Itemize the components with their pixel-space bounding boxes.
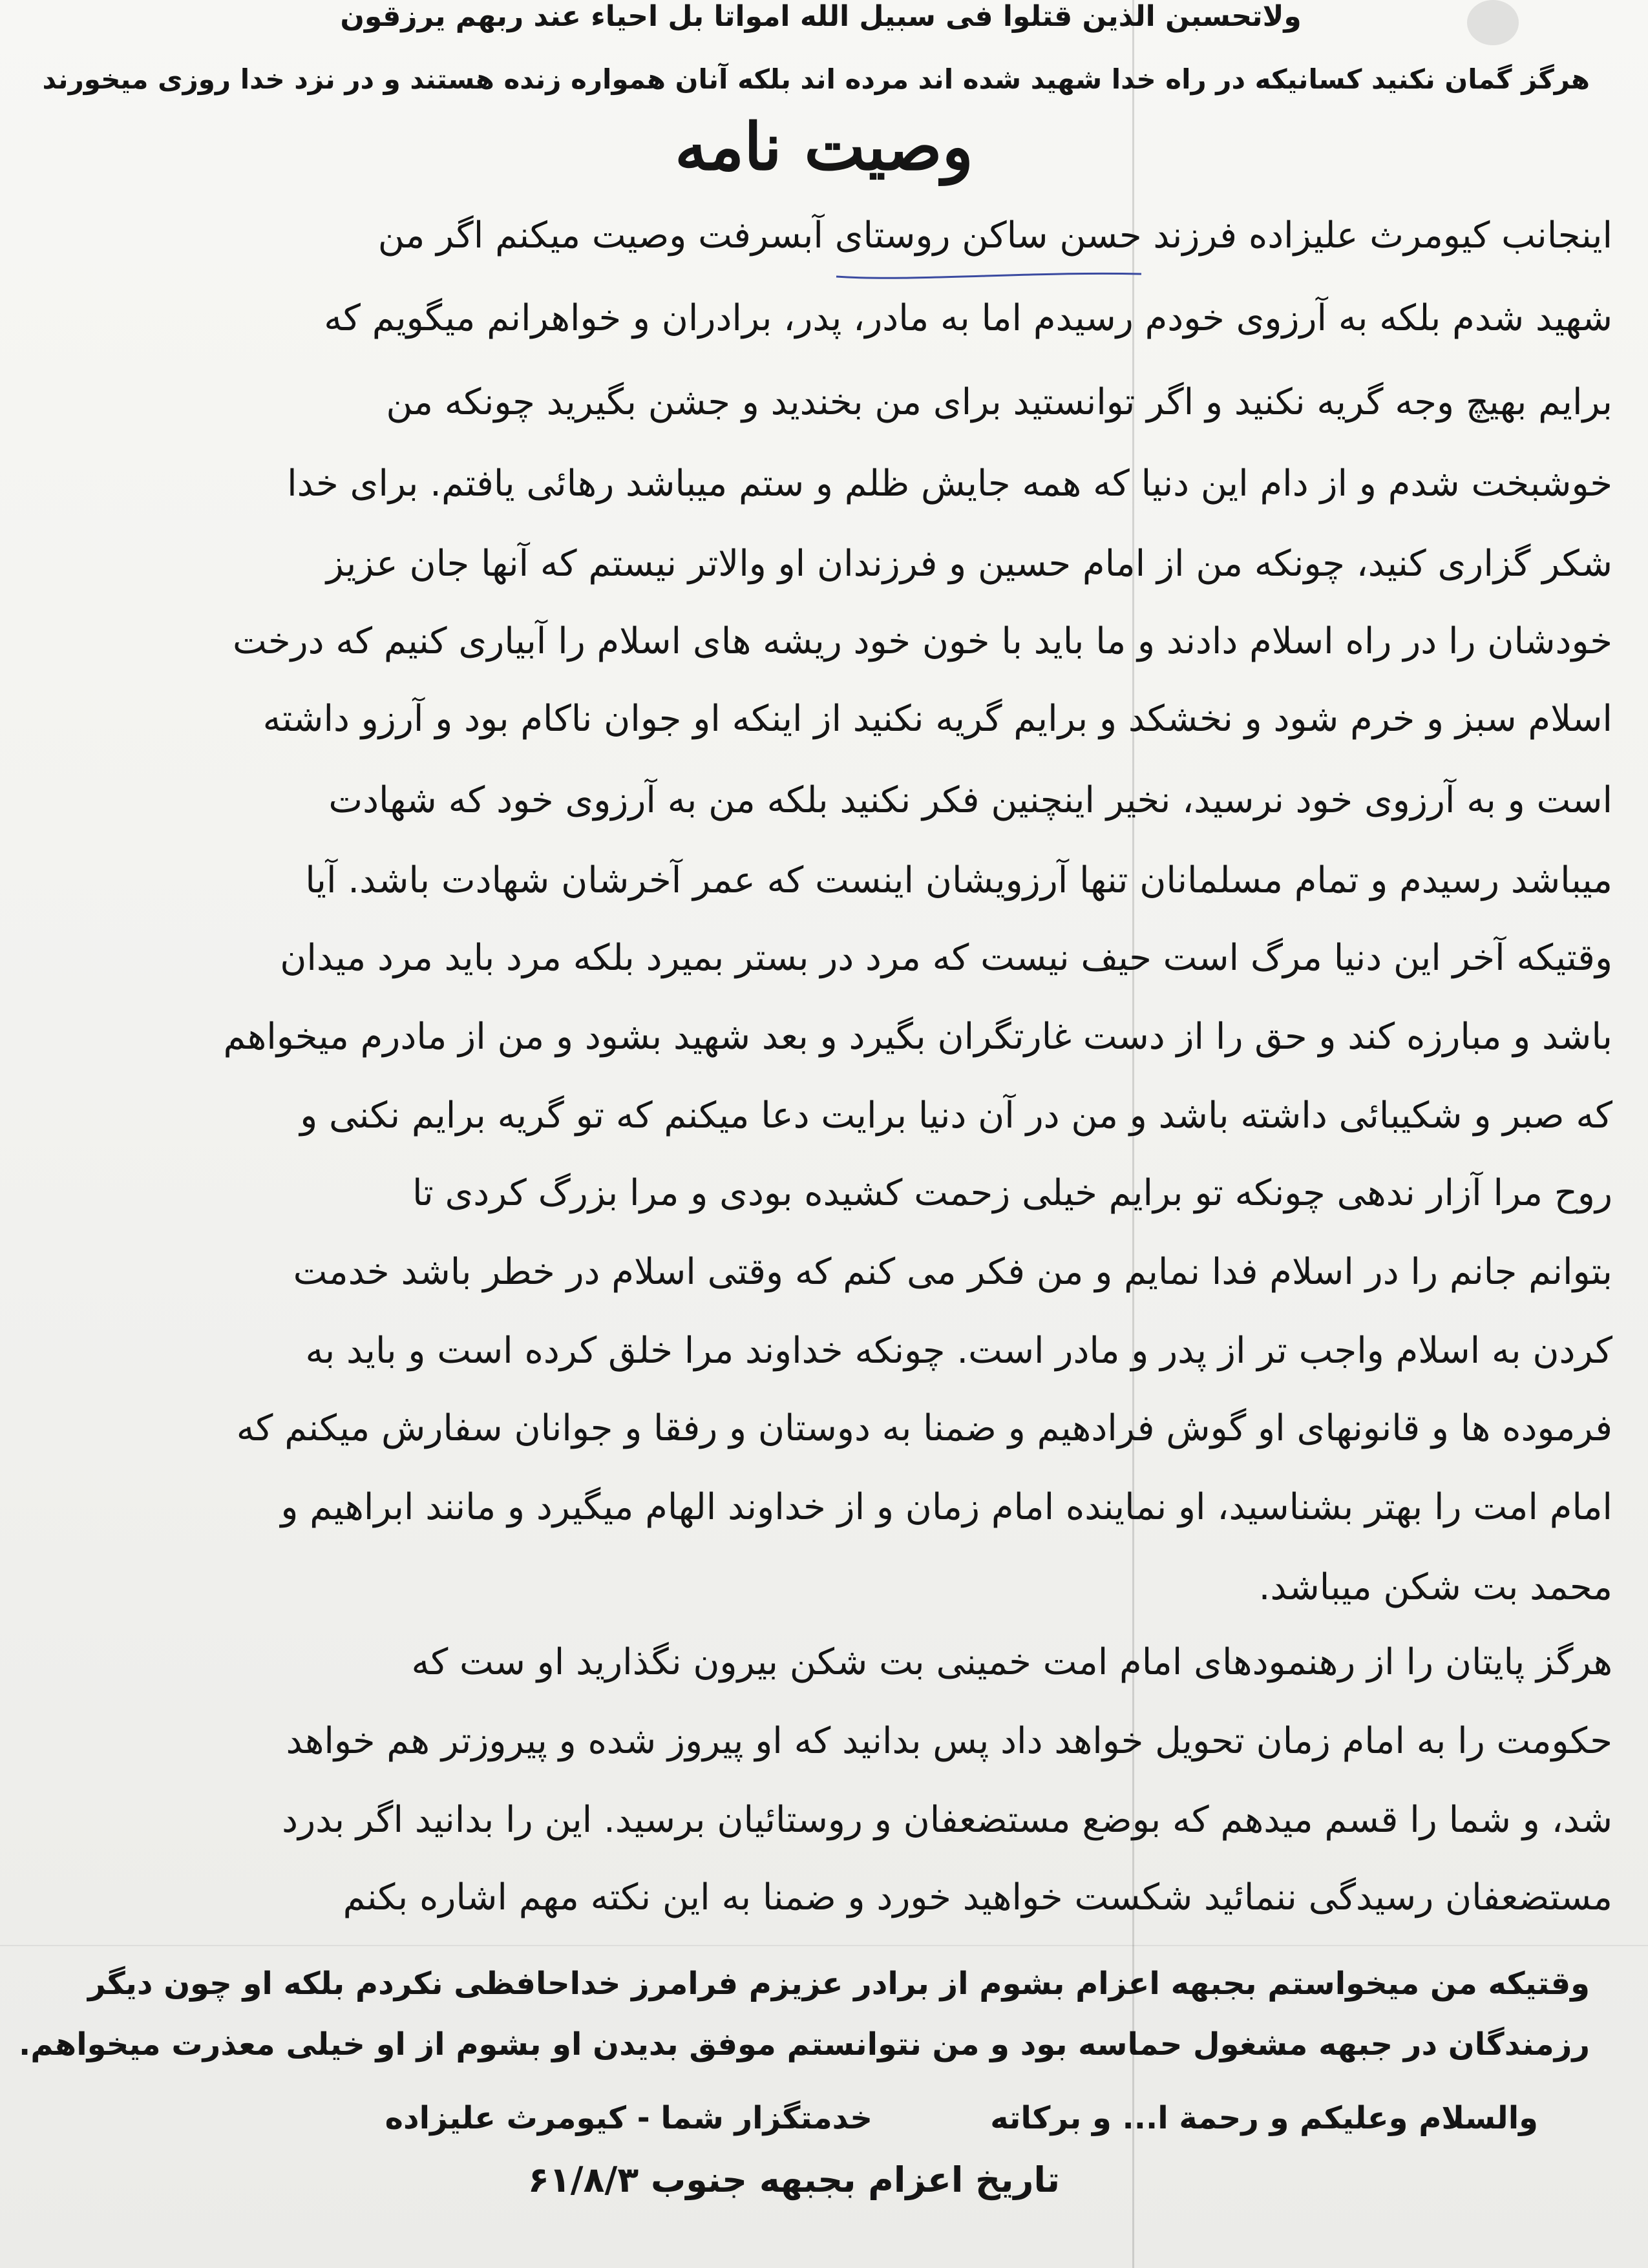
quran-verse: ولاتحسبن الذین قتلوا فی سبیل الله امواتا بل احیاء عند ربهم یرزقون	[340, 0, 1302, 33]
body-line-9: میباشد رسیدم و تمام مسلمانان تنها آرزویشان اینست که عمر آخرشان شهادت باشد. آیا	[305, 859, 1612, 901]
body-line-10: وقتیکه آخر این دنیا مرگ است حیف نیست که مرد در بستر بمیرد بلکه مرد باید مرد میدان	[280, 937, 1612, 979]
signature: خدمتگزار شما - کیومرث علیزاده	[385, 2100, 872, 2136]
body-line-14: بتوانم جانم را در اسلام فدا نمایم و من فکر می کنم که وقتی اسلام در خطر باشد خدمت	[293, 1251, 1612, 1293]
body-line-4: خوشبخت شدم و از دام این دنیا که همه جایش ظلم و ستم میباشد رهائی یافتم. برای خدا	[287, 463, 1612, 505]
body-line-15: کردن به اسلام واجب تر از پدر و مادر است. چونکه خداوند مرا خلق کرده است و باید به	[305, 1330, 1612, 1372]
page-title: وصیت نامه	[675, 109, 973, 185]
body-line-12: که صبر و شکیبائی داشته باشد و من در آن دنیا برایت دعا میکنم که تو گریه برایم نکنی و	[300, 1095, 1612, 1137]
body-line-3: برایم بهیچ وجه گریه نکنید و اگر توانستید برای من بخندید و جشن بگیرید چونکه من	[386, 381, 1612, 423]
body-line-22: مستضعفان رسیدگی ننمائید شکست خواهید خورد و ضمنا به این نکته مهم اشاره بکنم	[343, 1876, 1612, 1918]
body-line-8: است و به آرزوی خود نرسید، نخیر اینچنین فکر نکنید بلکه من به آرزوی خود که شهادت	[328, 779, 1612, 821]
paper-horizontal-crease	[0, 1945, 1648, 1946]
closing-line-2: رزمندگان در جبهه مشغول حماسه بود و من نتوانستم موفق بدیدن او بشوم از او خیلی معذرت میخواهم.	[19, 2026, 1590, 2063]
body-line-19: هرگز پایتان را از رهنمودهای امام امت خمینی بت شکن بیرون نگذارید او ست که	[411, 1641, 1612, 1683]
paper-stain	[1467, 0, 1519, 45]
body-line-13: روح مرا آزار ندهی چونکه تو برایم خیلی زحمت کشیده بودی و مرا بزرگ کردی تا	[412, 1172, 1612, 1214]
body-line-5: شکر گزاری کنید، چونکه من از امام حسین و فرزندان او والاتر نیستم که آنها جان عزیز	[326, 543, 1612, 585]
body-line-21: شد، و شما را قسم میدهم که بوضع مستضعفان و روستائیان برسید. این را بدانید اگر بدرد	[282, 1799, 1612, 1841]
body-line-20: حکومت را به امام زمان تحویل خواهد داد پس بدانید که او پیروز شده و پیروزتر هم خواهد	[286, 1720, 1612, 1762]
dispatch-date: تاریخ اعزام بجبهه جنوب ۶۱/۸/۳	[527, 2159, 1060, 2200]
salutation: والسلام وعلیکم و رحمة ا... و برکاته	[990, 2100, 1538, 2136]
body-line-2: شهید شدم بلکه به آرزوی خودم رسیدم اما به مادر، پدر، برادران و خواهرانم میگویم که	[324, 297, 1612, 339]
body-line-7: اسلام سبز و خرم شود و نخشکد و برایم گریه نکنید از اینکه او جوان ناکام بود و آرزو داشته	[262, 698, 1612, 740]
verse-translation: هرگز گمان نکنید کسانیکه در راه خدا شهید شده اند مرده اند بلکه آنان همواره زنده هستند و در نزد خدا روزی میخورند	[42, 63, 1590, 95]
body-line-6: خودشان را در راه اسلام دادند و ما باید با خون خود ریشه های اسلام را آبیاری کنیم که درخت	[232, 620, 1612, 662]
body-line-18: محمد بت شکن میباشد.	[1258, 1566, 1612, 1608]
pen-underline-mark	[834, 268, 1144, 283]
body-line-1: اینجانب کیومرث علیزاده فرزند حسن ساکن روستای آبسرفت وصیت میکنم اگر من	[377, 215, 1612, 257]
body-line-17: امام امت را بهتر بشناسید، او نماینده امام زمان و از خداوند الهام میگیرد و مانند ابراهیم و	[280, 1486, 1612, 1528]
closing-line-1: وقتیکه من میخواستم بجبهه اعزام بشوم از برادر عزیزم فرامرز خداحافظی نکردم بلکه او چون دیگر	[88, 1966, 1590, 2002]
body-line-16: فرموده ها و قانونهای او گوش فرادهیم و ضمنا به دوستان و رفقا و جوانان سفارش میکنم که	[236, 1407, 1612, 1449]
body-line-11: باشد و مبارزه کند و حق را از دست غارتگران بگیرد و بعد شهید بشود و من از مادرم میخواهم	[223, 1016, 1612, 1058]
